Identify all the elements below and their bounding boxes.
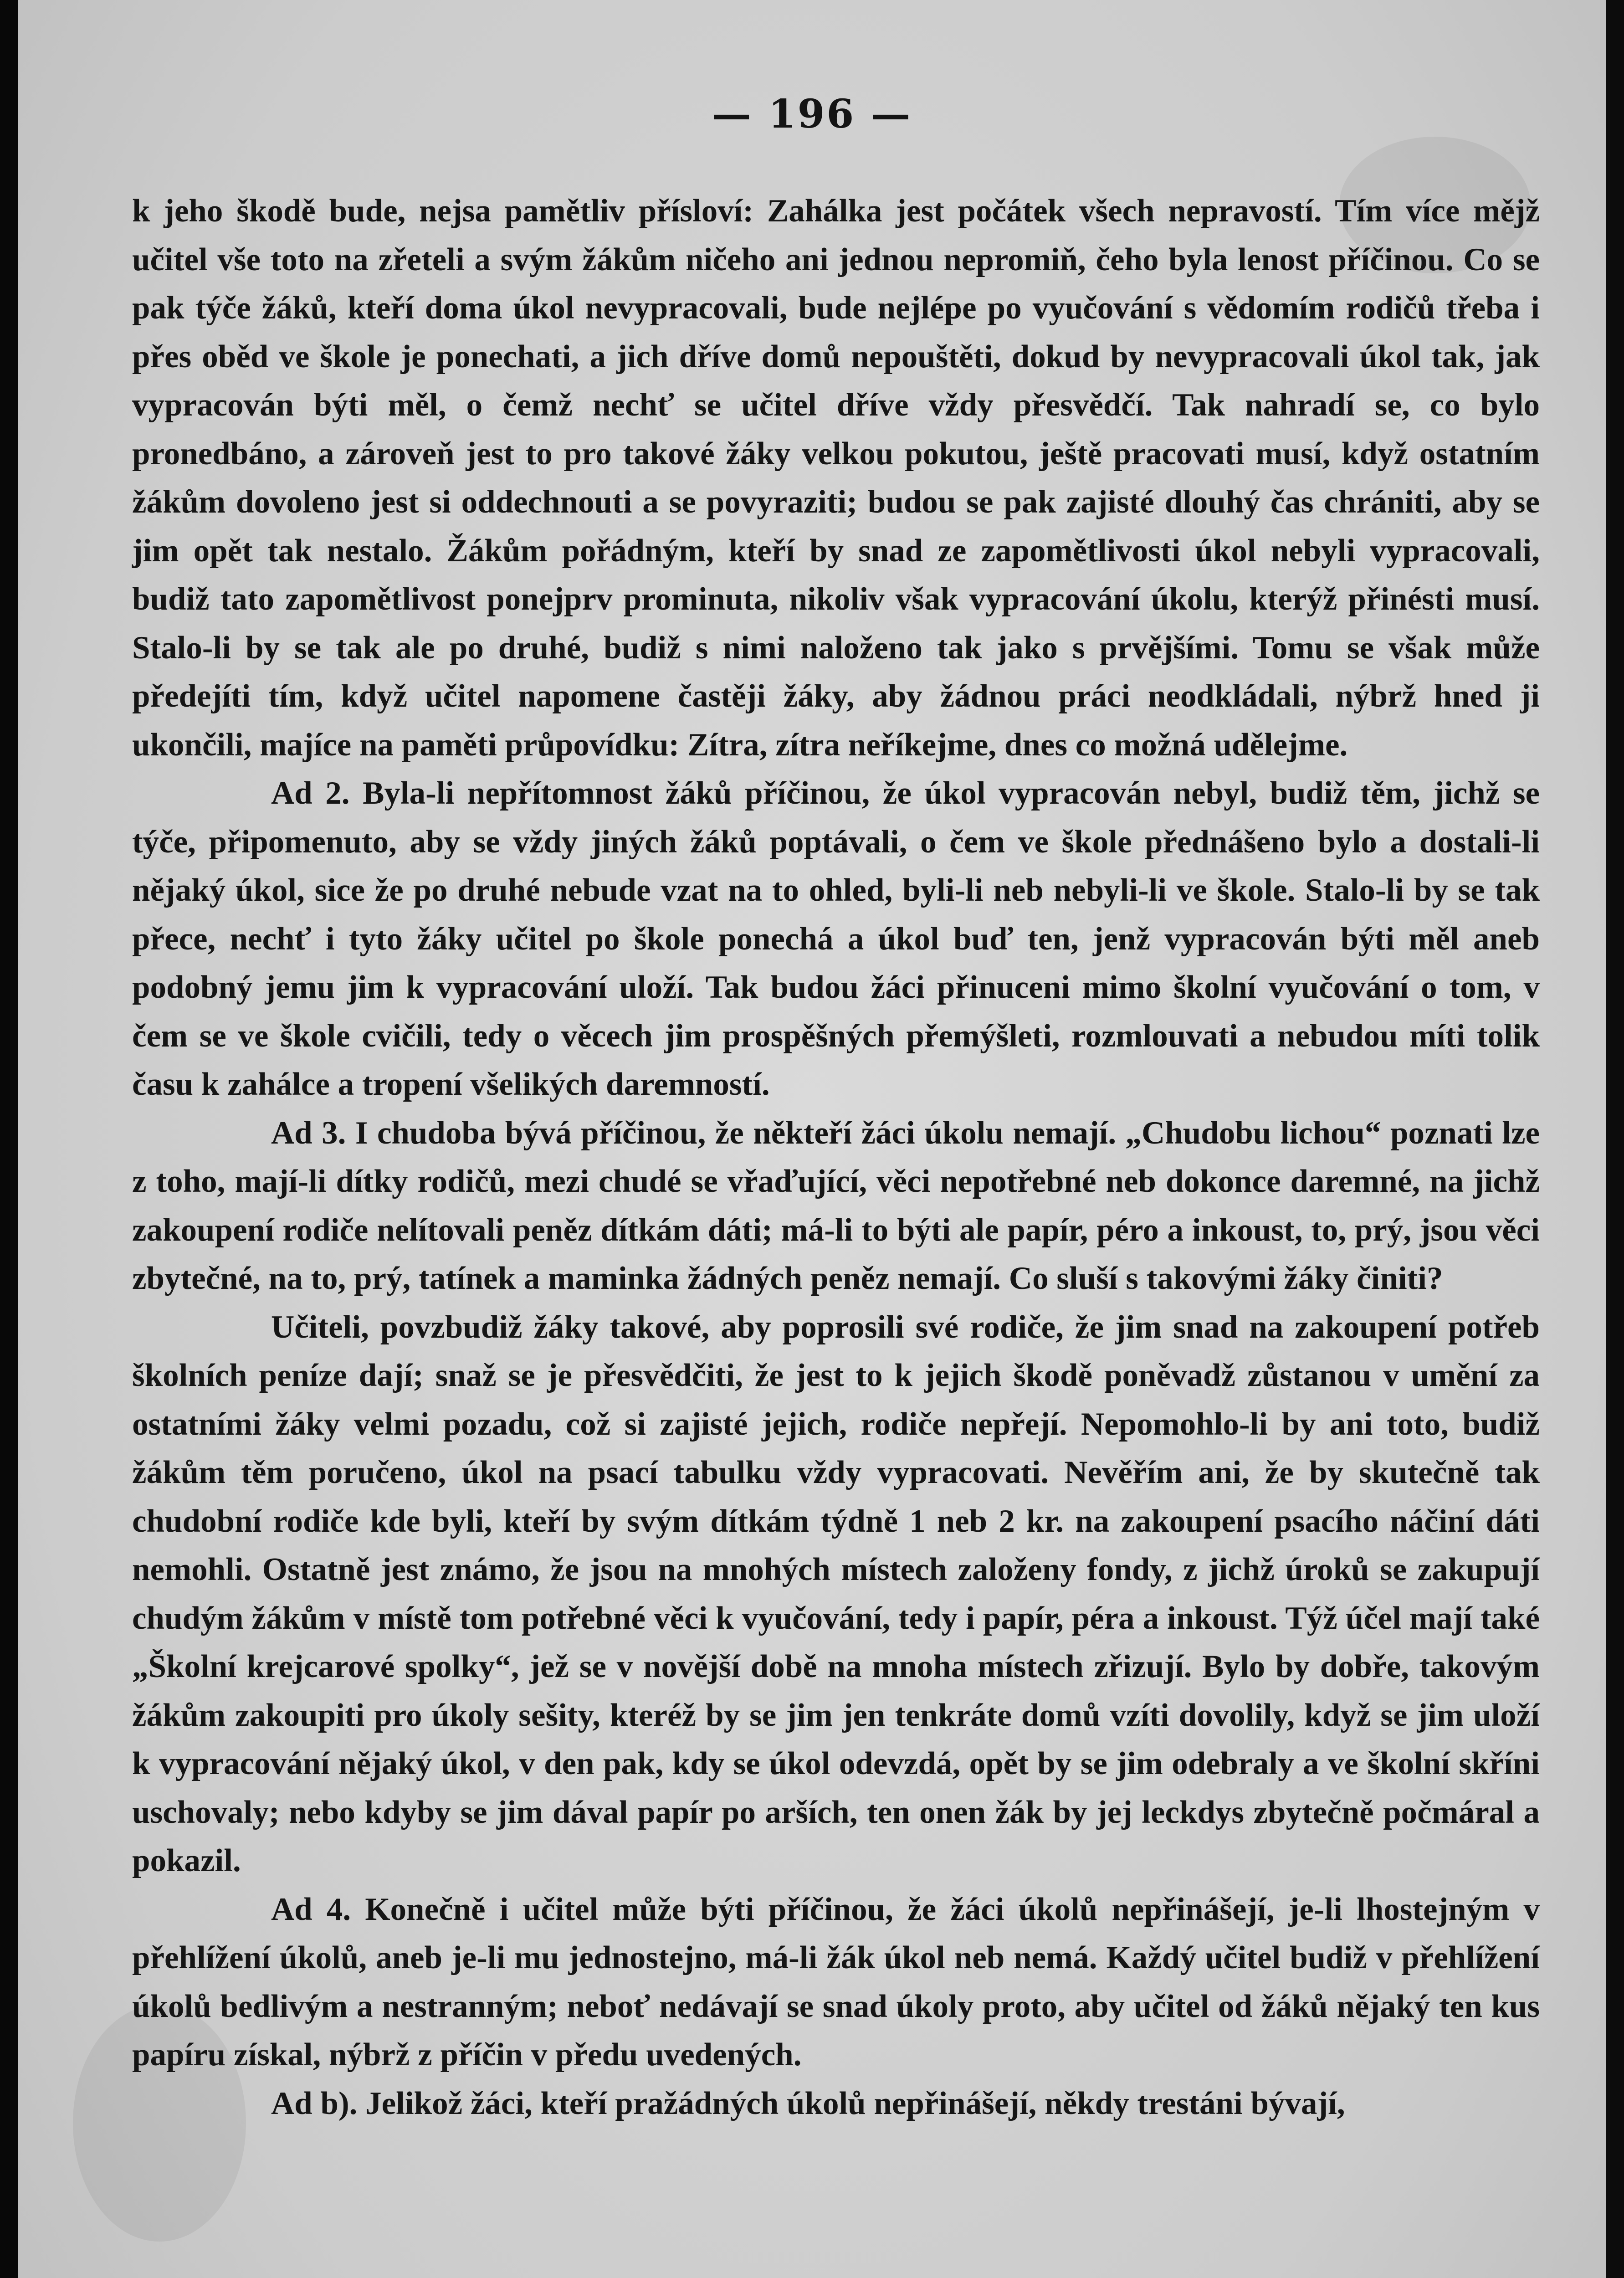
scan-border-left — [0, 0, 18, 2278]
paragraph-continuation: k jeho škodě bude, nejsa pamětliv přísloví: Zahálka jest počátek všech nepravostí. Tím více mějž učitel vše toto na zřeteli a svým žákům ničeho ani jednou nepromiň, čeho byla lenost příčinou. Co se pak týče žáků, kteří doma úkol nevypracovali, bude nejlépe po vyučování s vědomím rodičů třeba i přes oběd ve škole je ponechati, a jich dříve domů nepouštěti, dokud by nevypracovali úkol tak, jak vypracován býti měl, o čemž nechť se učitel dříve vždy přesvědčí. Tak nahradí se, co bylo pronedbáno, a zároveň jest to pro takové žáky velkou pokutou, ještě pracovati musí, když ostatním žákům dovoleno jest si oddechnouti a se povyraziti; budou se pak zajisté dlouhý čas chrániti, aby se jim opět tak nestalo. Žákům pořádným, kteří by snad ze zapomětlivosti úkol nebyli vypracovali, budiž tato zapomětlivost ponejprv prominuta, nikoliv však vypracování úkolu, kterýž přinésti musí. Stalo-li by se tak ale po druhé, budiž s nimi naloženo tak jako s prvějšími. Tomu se však může předejíti tím, když učitel napomene častěji žáky, aby žádnou práci neodkládali, nýbrž hned ji ukončili, majíce na paměti průpovídku: Zítra, zítra neříkejme, dnes co možná udělejme. — [132, 193, 1540, 763]
body-text — [132, 187, 1540, 2128]
paragraph-ad-3: Ad 3. I chudoba bývá příčinou, že někteří žáci úkolu nemají. „Chudobu lichou“ poznati lze z toho, mají-li dítky rodičů, mezi chudé se vřaďující, věci nepotřebné neb dokonce daremné, na jichž zakoupení rodiče nelítovali peněz dítkám dáti; má-li to býti ale papír, péro a inkoust, to, prý, jsou věci zbytečné, na to, prý, tatínek a maminka žádných peněz nemají. Co sluší s takovými žáky činiti? — [132, 1115, 1540, 1296]
paragraph-uciteli: Učiteli, povzbudiž žáky takové, aby poprosili své rodiče, že jim snad na zakoupení potřeb školních peníze dají; snaž se je přesvědčiti, že jest to k jejich škodě poněvadž zůstanou v umění za ostatními žáky velmi pozadu, což si zajisté jejich, rodiče nepřejí. Nepomohlo-li by ani toto, budiž žákům těm poručeno, úkol na psací tabulku vždy vypracovati. Nevěřím ani, že by skutečně tak chudobní rodiče kde byli, kteří by svým dítkám týdně 1 neb 2 kr. na zakoupení psacího náčiní dáti nemohli. Ostatně jest známo, že jsou na mnohých místech založeny fondy, z jichž úroků se zakupují chudým žákům v místě tom potřebné věci k vyučování, tedy i papír, péra a inkoust. Týž účel mají také „Školní krejcarové spolky“, jež se v novější době na mnoha místech zřizují. Bylo by dobře, takovým žákům zakoupiti pro úkoly sešity, kteréž by se jim jen tenkráte domů vzíti dovolily, když se jim uloží k vypracování nějaký úkol, v den pak, kdy se úkol odevzdá, opět by se jim odebraly a ve školní skříni uschovaly; nebo kdyby se jim dával papír po arších, ten onen žák by jej leckdys zbytečně počmáral a pokazil. — [132, 1309, 1540, 1878]
scan-border-right — [1606, 0, 1624, 2278]
page-number: — 196 — — [712, 91, 912, 137]
paragraph-ad-4: Ad 4. Konečně i učitel může býti příčinou, že žáci úkolů nepřinášejí, je-li lhostejným v přehlížení úkolů, aneb je-li mu jednostejno, má-li žák úkol neb nemá. Každý učitel budiž v přehlížení úkolů bedlivým a nestranným; neboť nedávají se snad úkoly proto, aby učitel od žáků nějaký ten kus papíru získal, nýbrž z příčin v předu uvedených. — [132, 1891, 1540, 2073]
book-page — [18, 0, 1606, 2278]
paragraph-ad-2: Ad 2. Byla-li nepřítomnost žáků příčinou, že úkol vypracován nebyl, budiž těm, jichž se týče, připomenuto, aby se vždy jiných žáků poptávali, o čem ve škole přednášeno bylo a dostali-li nějaký úkol, sice že po druhé nebude vzat na to ohled, byli-li neb nebyli-li ve škole. Stalo-li by se tak přece, nechť i tyto žáky učitel po škole ponechá a úkol buď ten, jenž vypracován býti měl aneb podobný jemu jim k vypracování uloží. Tak budou žáci přinuceni mimo školní vyučování o tom, v čem se ve škole cvičili, tedy o věcech jim prospěšných přemýšleti, rozmlouvati a nebudou míti tolik času k zahálce a tropení všelikých daremností. — [132, 775, 1540, 1102]
paragraph-ad-b: Ad b). Jelikož žáci, kteří pražádných úkolů nepřinášejí, někdy trestáni bývají, — [271, 2085, 1345, 2121]
